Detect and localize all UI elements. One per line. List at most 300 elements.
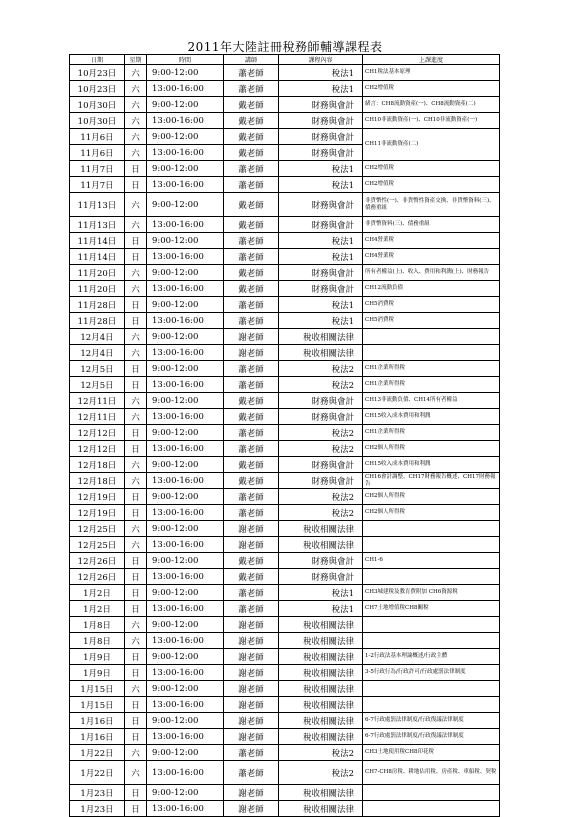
cell-teacher: 謝老師 <box>224 785 279 801</box>
cell-teacher: 戴老師 <box>224 265 279 281</box>
cell-date: 12月26日 <box>70 569 125 585</box>
table-row <box>70 377 500 393</box>
cell-subject: 稅法2 <box>279 425 363 441</box>
cell-date: 11月28日 <box>70 313 125 329</box>
cell-date: 12月4日 <box>70 345 125 361</box>
cell-teacher: 蕭老師 <box>224 297 279 313</box>
cell-subject: 稅收相關法律 <box>279 537 363 553</box>
cell-day: 日 <box>125 553 147 569</box>
cell-teacher: 謝老師 <box>224 617 279 633</box>
cell-day: 六 <box>125 473 147 489</box>
cell-date: 11月13日 <box>70 193 125 217</box>
cell-time: 13:00-16:00 <box>147 249 224 265</box>
cell-subject: 稅法2 <box>279 377 363 393</box>
table-row <box>70 409 500 425</box>
cell-date: 12月12日 <box>70 425 125 441</box>
cell-day: 六 <box>125 681 147 697</box>
cell-teacher: 謝老師 <box>224 713 279 729</box>
cell-teacher: 戴老師 <box>224 217 279 233</box>
cell-day: 日 <box>125 233 147 249</box>
cell-subject: 財務與會計 <box>279 409 363 425</box>
cell-day: 日 <box>125 649 147 665</box>
cell-topic <box>363 329 500 345</box>
cell-date: 1月9日 <box>70 649 125 665</box>
table-row <box>70 97 500 113</box>
cell-topic: CH2增值稅 <box>363 177 500 193</box>
cell-topic: CH15收入成本費用和利潤 <box>363 409 500 425</box>
cell-day: 日 <box>125 601 147 617</box>
cell-date: 10月23日 <box>70 65 125 81</box>
cell-day: 六 <box>125 521 147 537</box>
cell-subject: 稅收相關法律 <box>279 713 363 729</box>
cell-teacher: 蕭老師 <box>224 249 279 265</box>
cell-time: 9:00-12:00 <box>147 393 224 409</box>
cell-time: 13:00-16:00 <box>147 441 224 457</box>
cell-teacher: 戴老師 <box>224 129 279 145</box>
cell-teacher: 蕭老師 <box>224 441 279 457</box>
cell-date: 12月4日 <box>70 329 125 345</box>
table-row <box>70 801 500 817</box>
table-row <box>70 345 500 361</box>
table-row <box>70 473 500 489</box>
cell-subject: 稅收相關法律 <box>279 345 363 361</box>
table-row <box>70 785 500 801</box>
cell-day: 六 <box>125 129 147 145</box>
cell-date: 1月16日 <box>70 729 125 745</box>
cell-day: 日 <box>125 361 147 377</box>
cell-topic: CH13非流動負債、CH14所有者權益 <box>363 393 500 409</box>
cell-day: 六 <box>125 193 147 217</box>
cell-time: 9:00-12:00 <box>147 457 224 473</box>
cell-subject: 稅法2 <box>279 761 363 785</box>
table-row <box>70 537 500 553</box>
table-row <box>70 761 500 785</box>
cell-date: 11月14日 <box>70 249 125 265</box>
cell-subject: 稅法1 <box>279 177 363 193</box>
cell-topic: CH2增值稅 <box>363 161 500 177</box>
cell-day: 日 <box>125 297 147 313</box>
cell-subject: 稅收相關法律 <box>279 681 363 697</box>
cell-subject: 稅收相關法律 <box>279 521 363 537</box>
cell-subject: 財務與會計 <box>279 145 363 161</box>
cell-topic: 1-2行政法基本理論概述/行政主體 <box>363 649 500 665</box>
cell-date: 11月6日 <box>70 129 125 145</box>
col-header-topic: 上課進度 <box>363 55 500 65</box>
table-row <box>70 161 500 177</box>
cell-time: 13:00-16:00 <box>147 801 224 817</box>
cell-teacher: 謝老師 <box>224 633 279 649</box>
cell-subject: 稅法2 <box>279 361 363 377</box>
cell-topic <box>363 801 500 817</box>
cell-day: 日 <box>125 713 147 729</box>
cell-subject: 財務與會計 <box>279 393 363 409</box>
cell-day: 日 <box>125 569 147 585</box>
cell-topic: CH15收入成本費用和利潤 <box>363 457 500 473</box>
cell-time: 13:00-16:00 <box>147 217 224 233</box>
table-row <box>70 617 500 633</box>
cell-teacher: 謝老師 <box>224 801 279 817</box>
cell-date: 11月7日 <box>70 177 125 193</box>
table-row <box>70 713 500 729</box>
cell-time: 9:00-12:00 <box>147 233 224 249</box>
cell-subject: 稅法2 <box>279 745 363 761</box>
cell-time: 13:00-16:00 <box>147 145 224 161</box>
table-row <box>70 505 500 521</box>
cell-date: 10月23日 <box>70 81 125 97</box>
cell-day: 六 <box>125 281 147 297</box>
cell-day: 六 <box>125 265 147 281</box>
cell-time: 13:00-16:00 <box>147 113 224 129</box>
cell-date: 12月11日 <box>70 409 125 425</box>
cell-teacher: 謝老師 <box>224 729 279 745</box>
cell-subject: 財務與會計 <box>279 569 363 585</box>
cell-topic: CH3土地使用稅CH8印花稅 <box>363 745 500 761</box>
cell-teacher: 謝老師 <box>224 537 279 553</box>
cell-date: 11月6日 <box>70 145 125 161</box>
table-row <box>70 193 500 217</box>
cell-day: 六 <box>125 761 147 785</box>
cell-subject: 稅收相關法律 <box>279 729 363 745</box>
cell-subject: 財務與會計 <box>279 553 363 569</box>
cell-subject: 財務與會計 <box>279 113 363 129</box>
cell-day: 六 <box>125 745 147 761</box>
cell-time: 9:00-12:00 <box>147 553 224 569</box>
cell-teacher: 蕭老師 <box>224 761 279 785</box>
table-row <box>70 601 500 617</box>
cell-time: 9:00-12:00 <box>147 681 224 697</box>
cell-subject: 稅收相關法律 <box>279 665 363 681</box>
cell-topic: 6-7行政處罰法律制度/行政復議法律制度 <box>363 729 500 745</box>
cell-time: 9:00-12:00 <box>147 161 224 177</box>
cell-topic: 所有者權益(上)、收入、費用和利潤(上)、財務報告 <box>363 265 500 281</box>
cell-time: 9:00-12:00 <box>147 129 224 145</box>
cell-topic: CH1-6 <box>363 553 500 569</box>
table-row <box>70 297 500 313</box>
cell-time: 13:00-16:00 <box>147 81 224 97</box>
cell-date: 12月12日 <box>70 441 125 457</box>
cell-day: 日 <box>125 249 147 265</box>
cell-time: 13:00-16:00 <box>147 633 224 649</box>
table-row <box>70 553 500 569</box>
cell-topic <box>363 697 500 713</box>
cell-time: 9:00-12:00 <box>147 97 224 113</box>
cell-topic <box>363 521 500 537</box>
cell-teacher: 謝老師 <box>224 329 279 345</box>
cell-day: 六 <box>125 393 147 409</box>
cell-day: 日 <box>125 505 147 521</box>
cell-teacher: 戴老師 <box>224 145 279 161</box>
cell-topic: CH2個人所得稅 <box>363 489 500 505</box>
table-row <box>70 177 500 193</box>
table-row <box>70 129 500 145</box>
cell-subject: 稅法1 <box>279 81 363 97</box>
table-row <box>70 393 500 409</box>
cell-day: 六 <box>125 409 147 425</box>
cell-date: 1月8日 <box>70 617 125 633</box>
cell-date: 10月30日 <box>70 113 125 129</box>
cell-day: 六 <box>125 345 147 361</box>
cell-teacher: 謝老師 <box>224 345 279 361</box>
cell-topic: 非貨幣性(一)、非貨幣性資產交換、非貨幣資料(三)、債務重組 <box>363 193 500 217</box>
cell-topic <box>363 537 500 553</box>
table-row <box>70 681 500 697</box>
cell-day: 日 <box>125 425 147 441</box>
cell-day: 日 <box>125 585 147 601</box>
cell-day: 日 <box>125 785 147 801</box>
cell-subject: 稅法2 <box>279 489 363 505</box>
table-row <box>70 313 500 329</box>
cell-time: 13:00-16:00 <box>147 601 224 617</box>
cell-topic: CH1稅法基本原理 <box>363 65 500 81</box>
cell-day: 日 <box>125 161 147 177</box>
cell-topic: CH2個人所得稅 <box>363 505 500 521</box>
cell-teacher: 戴老師 <box>224 193 279 217</box>
cell-subject: 稅法1 <box>279 601 363 617</box>
cell-time: 13:00-16:00 <box>147 729 224 745</box>
cell-subject: 財務與會計 <box>279 457 363 473</box>
cell-time: 9:00-12:00 <box>147 265 224 281</box>
cell-date: 12月26日 <box>70 553 125 569</box>
cell-date: 1月23日 <box>70 801 125 817</box>
cell-topic: CH7-CH8房稅、耕地佔用稅、房產稅、車船稅、契稅 <box>363 761 500 785</box>
cell-time: 13:00-16:00 <box>147 761 224 785</box>
cell-time: 9:00-12:00 <box>147 65 224 81</box>
cell-day: 六 <box>125 217 147 233</box>
cell-time: 9:00-12:00 <box>147 585 224 601</box>
cell-date: 12月5日 <box>70 361 125 377</box>
cell-time: 9:00-12:00 <box>147 193 224 217</box>
cell-day: 日 <box>125 665 147 681</box>
cell-teacher: 蕭老師 <box>224 585 279 601</box>
cell-teacher: 蕭老師 <box>224 489 279 505</box>
cell-teacher: 謝老師 <box>224 649 279 665</box>
cell-time: 13:00-16:00 <box>147 537 224 553</box>
cell-date: 11月20日 <box>70 281 125 297</box>
cell-subject: 財務與會計 <box>279 129 363 145</box>
cell-topic: 非貨幣資料(三)、債務重組 <box>363 217 500 233</box>
cell-teacher: 蕭老師 <box>224 745 279 761</box>
cell-teacher: 蕭老師 <box>224 65 279 81</box>
cell-topic <box>363 633 500 649</box>
cell-subject: 稅法1 <box>279 585 363 601</box>
page-title: 2011年大陸註冊稅務師輔導課程表 <box>187 40 383 54</box>
cell-topic <box>363 785 500 801</box>
cell-topic: CH11非流動資產(二) <box>363 129 500 161</box>
table-row <box>70 265 500 281</box>
cell-date: 11月13日 <box>70 217 125 233</box>
cell-subject: 稅收相關法律 <box>279 697 363 713</box>
cell-day: 六 <box>125 65 147 81</box>
cell-day: 六 <box>125 329 147 345</box>
cell-topic: CH1企業所得稅 <box>363 425 500 441</box>
cell-time: 9:00-12:00 <box>147 329 224 345</box>
cell-subject: 稅收相關法律 <box>279 801 363 817</box>
cell-date: 12月11日 <box>70 393 125 409</box>
cell-topic <box>363 345 500 361</box>
cell-topic: 6-7行政處罰法律制度/行政復議法律制度 <box>363 713 500 729</box>
col-header-date: 日期 <box>70 55 125 65</box>
cell-time: 13:00-16:00 <box>147 665 224 681</box>
cell-date: 1月22日 <box>70 745 125 761</box>
cell-time: 13:00-16:00 <box>147 473 224 489</box>
cell-topic: CH1企業所得稅 <box>363 377 500 393</box>
cell-time: 9:00-12:00 <box>147 425 224 441</box>
table-row <box>70 425 500 441</box>
cell-topic: CH1企業所得稅 <box>363 361 500 377</box>
cell-subject: 稅法1 <box>279 65 363 81</box>
cell-teacher: 蕭老師 <box>224 505 279 521</box>
cell-date: 1月2日 <box>70 585 125 601</box>
cell-teacher: 戴老師 <box>224 473 279 489</box>
cell-topic <box>363 681 500 697</box>
table-row <box>70 633 500 649</box>
table-row <box>70 361 500 377</box>
cell-time: 13:00-16:00 <box>147 569 224 585</box>
cell-day: 日 <box>125 177 147 193</box>
cell-topic: CH7土地增值稅CH8關稅 <box>363 601 500 617</box>
cell-subject: 稅法1 <box>279 297 363 313</box>
cell-teacher: 蕭老師 <box>224 81 279 97</box>
cell-time: 9:00-12:00 <box>147 745 224 761</box>
cell-date: 12月18日 <box>70 473 125 489</box>
table-row <box>70 441 500 457</box>
cell-subject: 財務與會計 <box>279 193 363 217</box>
cell-day: 日 <box>125 313 147 329</box>
cell-day: 日 <box>125 801 147 817</box>
schedule-body <box>70 65 500 817</box>
cell-teacher: 蕭老師 <box>224 313 279 329</box>
cell-time: 9:00-12:00 <box>147 489 224 505</box>
cell-date: 11月7日 <box>70 161 125 177</box>
cell-teacher: 蕭老師 <box>224 601 279 617</box>
table-row <box>70 665 500 681</box>
table-row <box>70 569 500 585</box>
cell-topic: CH12流動負債 <box>363 281 500 297</box>
cell-subject: 財務與會計 <box>279 265 363 281</box>
cell-subject: 財務與會計 <box>279 281 363 297</box>
table-row <box>70 729 500 745</box>
cell-subject: 財務與會計 <box>279 473 363 489</box>
cell-subject: 稅收相關法律 <box>279 329 363 345</box>
cell-subject: 稅收相關法律 <box>279 785 363 801</box>
cell-date: 11月28日 <box>70 297 125 313</box>
cell-time: 9:00-12:00 <box>147 617 224 633</box>
cell-topic: 3-5行政行為/行政許可/行政處罰法律制度 <box>363 665 500 681</box>
table-row <box>70 81 500 97</box>
cell-time: 13:00-16:00 <box>147 345 224 361</box>
cell-teacher: 戴老師 <box>224 569 279 585</box>
cell-time: 13:00-16:00 <box>147 377 224 393</box>
cell-topic: CH3城建稅及教育費附加 CH6資源稅 <box>363 585 500 601</box>
cell-date: 1月23日 <box>70 785 125 801</box>
cell-topic: CH4營業稅 <box>363 249 500 265</box>
cell-day: 六 <box>125 113 147 129</box>
cell-date: 10月30日 <box>70 97 125 113</box>
cell-day: 日 <box>125 729 147 745</box>
table-row <box>70 281 500 297</box>
cell-day: 六 <box>125 81 147 97</box>
cell-teacher: 謝老師 <box>224 665 279 681</box>
cell-topic: CH10非流動資產(一)、CH10非流動資產(一) <box>363 113 500 129</box>
cell-time: 9:00-12:00 <box>147 713 224 729</box>
cell-subject: 稅收相關法律 <box>279 649 363 665</box>
cell-date: 11月14日 <box>70 233 125 249</box>
cell-date: 1月8日 <box>70 633 125 649</box>
cell-teacher: 戴老師 <box>224 457 279 473</box>
cell-date: 1月22日 <box>70 761 125 785</box>
cell-subject: 稅法1 <box>279 313 363 329</box>
cell-time: 13:00-16:00 <box>147 281 224 297</box>
cell-day: 六 <box>125 457 147 473</box>
cell-teacher: 蕭老師 <box>224 377 279 393</box>
cell-date: 12月18日 <box>70 457 125 473</box>
cell-date: 12月19日 <box>70 505 125 521</box>
cell-subject: 財務與會計 <box>279 97 363 113</box>
cell-topic: 緒言：CH8流動資產(一)、CH8流動資產(二) <box>363 97 500 113</box>
table-row <box>70 521 500 537</box>
table-row <box>70 489 500 505</box>
cell-date: 1月9日 <box>70 665 125 681</box>
cell-date: 1月15日 <box>70 681 125 697</box>
cell-teacher: 謝老師 <box>224 521 279 537</box>
cell-time: 13:00-16:00 <box>147 505 224 521</box>
cell-date: 12月5日 <box>70 377 125 393</box>
table-row <box>70 649 500 665</box>
table-row <box>70 65 500 81</box>
header-row <box>70 55 500 65</box>
cell-time: 9:00-12:00 <box>147 785 224 801</box>
col-header-day: 星期 <box>125 55 147 65</box>
cell-topic <box>363 569 500 585</box>
cell-subject: 財務與會計 <box>279 217 363 233</box>
table-row <box>70 585 500 601</box>
cell-topic: CH2個人所得稅 <box>363 441 500 457</box>
cell-time: 9:00-12:00 <box>147 361 224 377</box>
cell-teacher: 蕭老師 <box>224 161 279 177</box>
cell-day: 六 <box>125 145 147 161</box>
table-row <box>70 113 500 129</box>
col-header-subject: 課程內容 <box>279 55 363 65</box>
cell-teacher: 蕭老師 <box>224 361 279 377</box>
cell-topic: CH5消費稅 <box>363 297 500 313</box>
cell-time: 13:00-16:00 <box>147 409 224 425</box>
cell-day: 六 <box>125 617 147 633</box>
cell-topic: CH16會計調整、CH17財務報告概述、CH17財務報告 <box>363 473 500 489</box>
cell-time: 13:00-16:00 <box>147 697 224 713</box>
cell-subject: 稅法2 <box>279 441 363 457</box>
cell-topic: CH4營業稅 <box>363 233 500 249</box>
cell-teacher: 戴老師 <box>224 281 279 297</box>
schedule-table <box>69 54 500 817</box>
cell-subject: 稅法1 <box>279 161 363 177</box>
cell-date: 1月15日 <box>70 697 125 713</box>
cell-date: 11月20日 <box>70 265 125 281</box>
cell-time: 13:00-16:00 <box>147 177 224 193</box>
cell-day: 六 <box>125 537 147 553</box>
cell-day: 日 <box>125 441 147 457</box>
col-header-teacher: 講師 <box>224 55 279 65</box>
cell-subject: 稅法1 <box>279 233 363 249</box>
cell-subject: 稅收相關法律 <box>279 633 363 649</box>
cell-teacher: 戴老師 <box>224 113 279 129</box>
cell-topic: CH5消費稅 <box>363 313 500 329</box>
cell-teacher: 蕭老師 <box>224 177 279 193</box>
cell-day: 六 <box>125 97 147 113</box>
cell-date: 1月2日 <box>70 601 125 617</box>
table-row <box>70 329 500 345</box>
cell-teacher: 謝老師 <box>224 681 279 697</box>
cell-teacher: 戴老師 <box>224 553 279 569</box>
